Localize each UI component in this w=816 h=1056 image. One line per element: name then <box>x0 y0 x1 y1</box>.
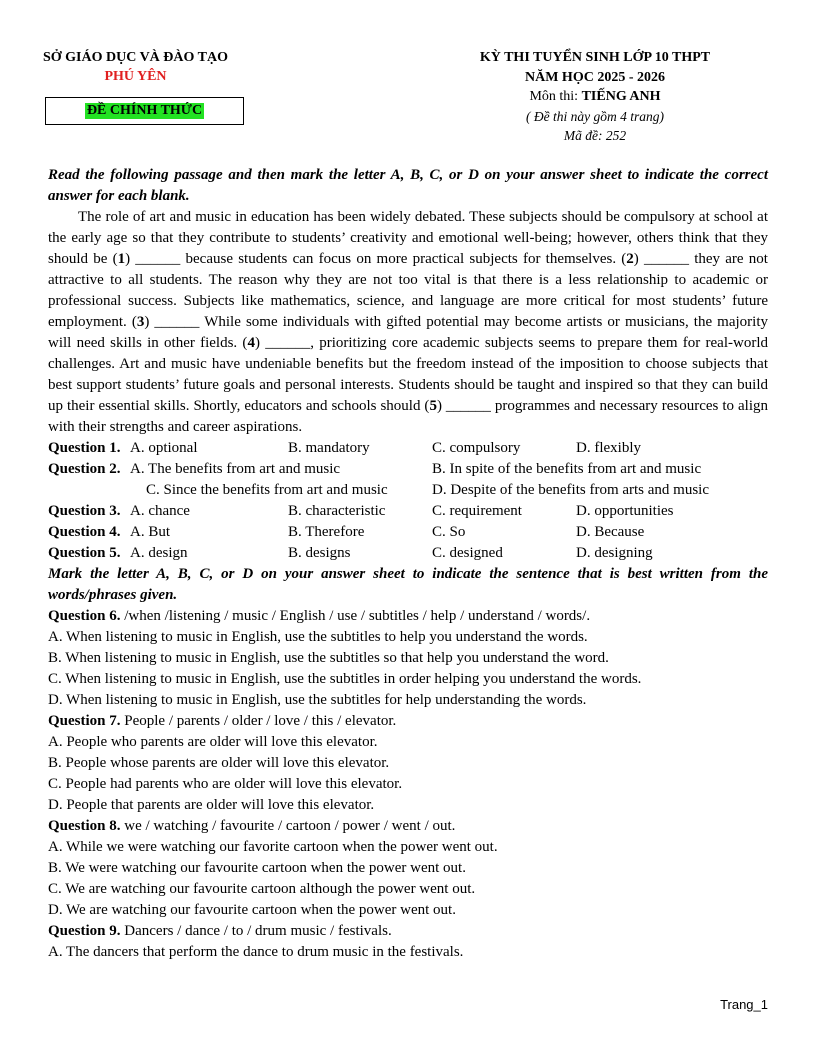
subject-label: Môn thi: <box>529 89 582 104</box>
official-label: ĐỀ CHÍNH THỨC <box>86 103 203 118</box>
question-label: Question 1. <box>48 440 121 456</box>
header-left <box>28 48 243 86</box>
question-label: Question 2. <box>48 461 121 477</box>
passage-text: ) ______, prioritizing core academic subjects seems to prepare them for real-world challenges. Art and music have undeniable benefits but the freedom instead of the imposition to choose subjects that best support students’ future goals and personal interests. Students should be taught and inspired so that they can build up their essential skills. Shortly, educators and schools should ( <box>48 335 768 414</box>
option-b: B. characteristic <box>288 503 386 519</box>
question-2-cont <box>48 480 768 501</box>
passage-text: ) ______ While some individuals with gifted potential may become artists or musicians, the majority will need skills in other fields. ( <box>48 314 769 351</box>
department-name: SỞ GIÁO DỤC VÀ ĐÀO TẠO <box>42 50 228 65</box>
option-d: D. Because <box>576 524 645 540</box>
blank-number: 2 <box>626 251 634 267</box>
exam-content <box>48 165 768 963</box>
section1-instruction: Read the following passage and then mark the letter A, B, C, or D on your answer sheet to indicate the correct answer for each blank. <box>48 167 768 204</box>
option-d: D. People that parents are older will love this elevator. <box>48 797 375 813</box>
option-d: D. opportunities <box>576 503 674 519</box>
exam-code: Mã đề: 252 <box>563 128 627 143</box>
header-right <box>430 48 760 146</box>
blank-number: 1 <box>117 251 126 267</box>
option-d: D. When listening to music in English, use the subtitles for help understanding the words. <box>48 692 587 708</box>
option-b: B. We were watching our favourite cartoon when the power went out. <box>48 860 466 876</box>
question-prompt: Dancers / dance / to / drum music / festivals. <box>120 923 392 939</box>
question-8 <box>48 816 768 837</box>
option-b: B. When listening to music in English, use the subtitles so that help you understand the word. <box>48 650 609 666</box>
option-a: A. The benefits from art and music <box>130 461 341 477</box>
option-c: C. People had parents who are older will love this elevator. <box>48 776 403 792</box>
option-d: D. flexibly <box>576 440 641 456</box>
section2-instruction: Mark the letter A, B, C, or D on your answer sheet to indicate the sentence that is best written from the words/phrases given. <box>48 566 768 603</box>
question-3 <box>48 501 768 522</box>
option-a: A. While we were watching our favorite cartoon when the power went out. <box>48 839 498 855</box>
question-7 <box>48 711 768 732</box>
question-prompt: People / parents / older / love / this / elevator. <box>120 713 397 729</box>
question-label: Question 4. <box>48 524 121 540</box>
question-6 <box>48 606 768 627</box>
official-exam-box <box>45 97 244 125</box>
question-label: Question 8. <box>48 818 121 834</box>
option-b: B. designs <box>288 545 351 561</box>
blank-number: 4 <box>247 335 255 351</box>
question-9 <box>48 921 768 942</box>
option-d: D. designing <box>576 545 653 561</box>
reading-passage <box>48 207 768 438</box>
blank-number: 5 <box>429 398 437 414</box>
option-a: A. optional <box>130 440 198 456</box>
option-c: C. Since the benefits from art and music <box>146 482 388 498</box>
pages-note: ( Đề thi này gồm 4 trang) <box>526 108 664 124</box>
option-a: A. chance <box>130 503 190 519</box>
exam-title: KỲ THI TUYỂN SINH LỚP 10 THPT <box>479 50 711 65</box>
option-b: B. Therefore <box>288 524 365 540</box>
question-label: Question 5. <box>48 545 121 561</box>
question-prompt: we / watching / favourite / cartoon / power / went / out. <box>120 818 456 834</box>
question-4 <box>48 522 768 543</box>
question-prompt: /when /listening / music / English / use / subtitles / help / understand / words/. <box>120 608 591 624</box>
question-label: Question 9. <box>48 923 121 939</box>
question-1 <box>48 438 768 459</box>
option-c: C. So <box>432 524 466 540</box>
passage-text: ) ______ because students can focus on more practical subjects for themselves. ( <box>125 251 627 267</box>
passage-text: ) ______ they are not attractive to all students. The reason why they are not too vital is that there is a less relationship to academic or professional success. Subjects like mathematics, science, and language are more critical for most students’ future employment. ( <box>48 251 768 330</box>
option-c: C. When listening to music in English, use the subtitles in order helping you understand the words. <box>48 671 642 687</box>
option-c: C. designed <box>432 545 503 561</box>
question-label: Question 7. <box>48 713 121 729</box>
option-d: D. We are watching our favourite cartoon when the power went out. <box>48 902 456 918</box>
option-a: A. But <box>130 524 171 540</box>
option-d: D. Despite of the benefits from arts and music <box>432 482 710 498</box>
subject-line <box>430 87 760 107</box>
option-c: C. compulsory <box>432 440 521 456</box>
option-c: C. requirement <box>432 503 522 519</box>
option-a: A. People who parents are older will love this elevator. <box>48 734 378 750</box>
option-b: B. People whose parents are older will love this elevator. <box>48 755 390 771</box>
question-2 <box>48 459 768 480</box>
question-label: Question 3. <box>48 503 121 519</box>
question-5 <box>48 543 768 564</box>
question-label: Question 6. <box>48 608 121 624</box>
option-b: B. mandatory <box>288 440 370 456</box>
passage-text: ) ______ programmes and necessary resources to align with their strengths and career aspirations. <box>48 398 768 435</box>
option-a: A. design <box>130 545 188 561</box>
option-a: A. When listening to music in English, use the subtitles to help you understand the words. <box>48 629 588 645</box>
subject-name: TIẾNG ANH <box>581 89 661 104</box>
page-number: Trang_1 <box>720 997 768 1012</box>
option-c: C. We are watching our favourite cartoon although the power went out. <box>48 881 476 897</box>
blank-number: 3 <box>136 314 145 330</box>
option-b: B. In spite of the benefits from art and music <box>432 461 702 477</box>
passage-text: The role of art and music in education has been widely debated. These subjects should be compulsory at school at the early age so that they contribute to students’ creativity and emotional well-being; however, others think that they should be ( <box>48 209 768 267</box>
province-name: PHÚ YÊN <box>104 69 167 84</box>
school-year: NĂM HỌC 2025 - 2026 <box>525 69 665 85</box>
option-a: A. The dancers that perform the dance to drum music in the festivals. <box>48 944 464 960</box>
